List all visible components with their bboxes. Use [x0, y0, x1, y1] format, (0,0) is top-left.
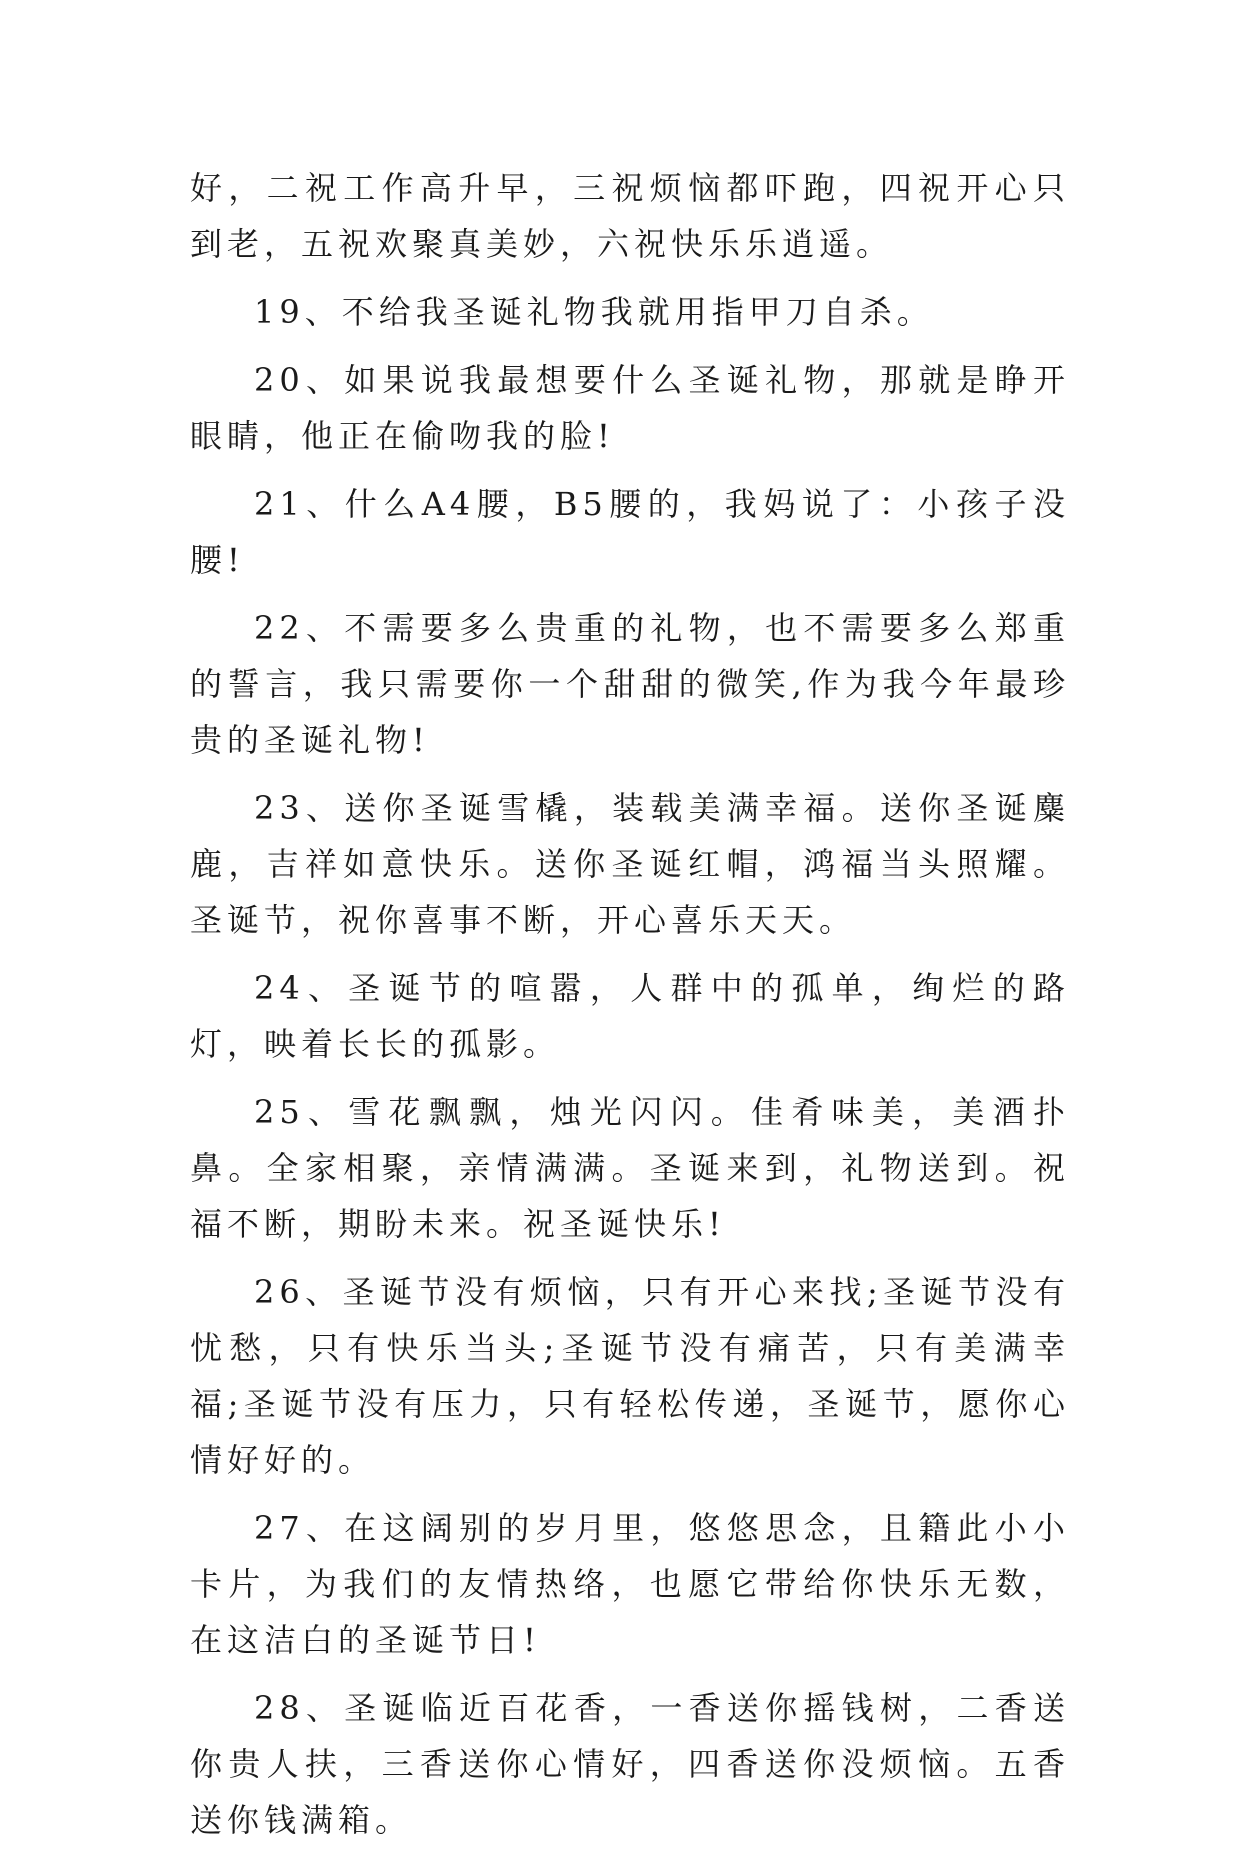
document-body — [190, 160, 1070, 1860]
paragraph-24: 24、圣诞节的喧嚣，人群中的孤单，绚烂的路灯，映着长长的孤影。 — [190, 969, 1070, 1063]
paragraph-23: 23、送你圣诞雪橇，装载美满幸福。送你圣诞麋鹿，吉祥如意快乐。送你圣诞红帽，鸿福当头照耀。圣诞节，祝你喜事不断，开心喜乐天天。 — [190, 789, 1070, 939]
paragraph-20: 20、如果说我最想要什么圣诞礼物，那就是睁开眼睛，他正在偷吻我的脸! — [190, 361, 1070, 455]
paragraph-25: 25、雪花飘飘，烛光闪闪。佳肴味美，美酒扑鼻。全家相聚，亲情满满。圣诞来到，礼物送到。祝福不断，期盼未来。祝圣诞快乐! — [190, 1093, 1070, 1243]
paragraph-26: 26、圣诞节没有烦恼，只有开心来找;圣诞节没有忧愁，只有快乐当头;圣诞节没有痛苦，只有美满幸福;圣诞节没有压力，只有轻松传递，圣诞节，愿你心情好好的。 — [190, 1273, 1070, 1479]
paragraph-22: 22、不需要多么贵重的礼物，也不需要多么郑重的誓言，我只需要你一个甜甜的微笑,作为我今年最珍贵的圣诞礼物! — [190, 609, 1070, 759]
paragraph-28: 28、圣诞临近百花香，一香送你摇钱树，二香送你贵人扶，三香送你心情好，四香送你没烦恼。五香送你钱满箱。 — [190, 1689, 1070, 1839]
paragraph-21: 21、什么A4腰，B5腰的，我妈说了：小孩子没腰! — [190, 485, 1070, 579]
paragraph-continuation: 好，二祝工作高升早，三祝烦恼都吓跑，四祝开心只到老，五祝欢聚真美妙，六祝快乐乐逍遥。 — [190, 169, 1070, 263]
paragraph-19: 19、不给我圣诞礼物我就用指甲刀自杀。 — [254, 293, 934, 331]
paragraph-27: 27、在这阔别的岁月里，悠悠思念，且籍此小小卡片，为我们的友情热络，也愿它带给你快乐无数，在这洁白的圣诞节日! — [190, 1509, 1070, 1659]
